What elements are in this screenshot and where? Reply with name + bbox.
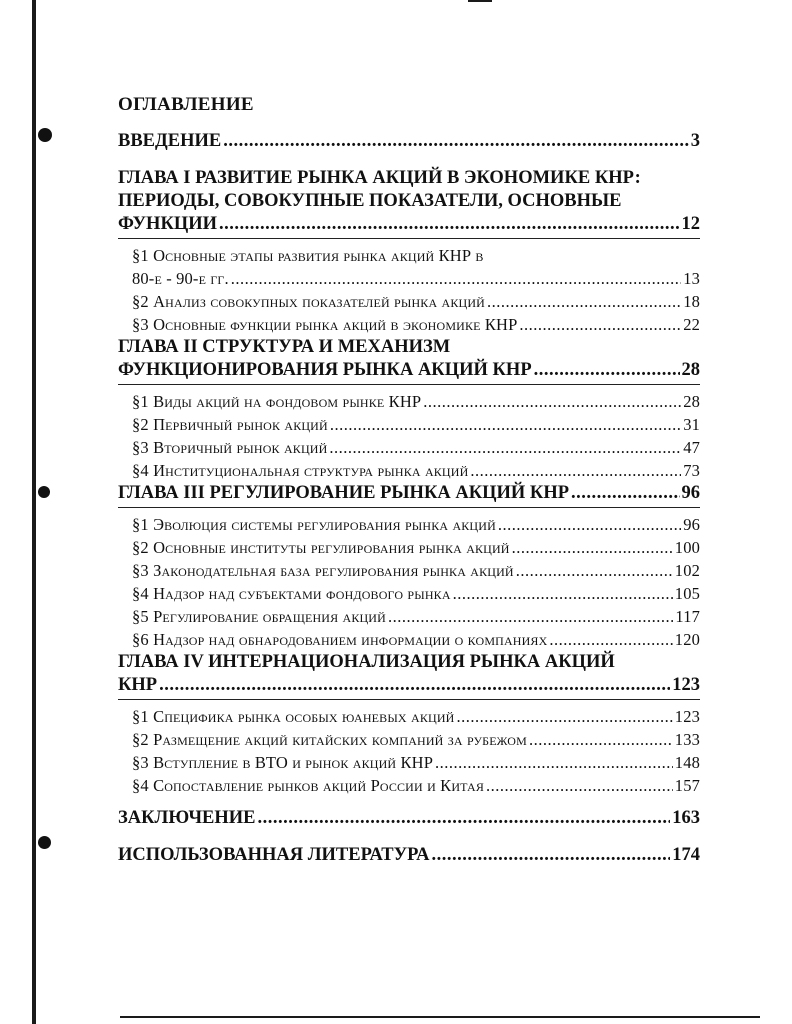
toc-section	[118, 290, 700, 313]
leader-dots	[456, 705, 672, 728]
section-page: 13	[683, 269, 700, 288]
leader-dots	[549, 628, 672, 651]
chapter-heading-line: ГЛАВА I РАЗВИТИЕ РЫНКА АКЦИЙ В ЭКОНОМИКЕ КНР:	[118, 168, 641, 188]
section-page: 123	[674, 707, 700, 726]
toc-chapter-3	[118, 482, 700, 508]
chapter-page: 28	[681, 360, 700, 380]
section-page: 96	[683, 515, 700, 534]
section-label: §5 Регулирование обращения акций	[132, 607, 386, 626]
toc-intro-label: ВВЕДЕНИЕ	[118, 131, 222, 151]
leader-dots	[330, 413, 681, 436]
toc-section	[118, 459, 700, 482]
toc-chapter-1	[118, 167, 700, 239]
toc-section	[118, 513, 700, 536]
chapter-label: ГЛАВА III РЕГУЛИРОВАНИЕ РЫНКА АКЦИЙ КНР	[118, 483, 570, 503]
leader-dots	[431, 844, 670, 867]
leader-dots	[571, 482, 679, 505]
toc-section	[118, 390, 700, 413]
section-label: §1 Эволюция системы регулирования рынка акций	[132, 515, 496, 534]
section-label: §2 Анализ совокупных показателей рынка акций	[132, 292, 485, 311]
chapter-label: ФУНКЦИИ	[118, 214, 218, 234]
toc-intro	[118, 130, 700, 153]
leader-dots	[435, 751, 673, 774]
section-label: §4 Сопоставление рынков акций России и Китая	[132, 776, 484, 795]
toc-section	[118, 774, 700, 797]
chapter-page: 123	[672, 675, 700, 695]
toc-literature	[118, 844, 700, 867]
toc-section	[118, 413, 700, 436]
section-page: 47	[683, 438, 700, 457]
leader-dots	[487, 290, 681, 313]
leader-dots	[519, 313, 681, 336]
leader-dots	[231, 267, 681, 290]
leader-dots	[423, 390, 681, 413]
leader-dots	[529, 728, 673, 751]
toc-literature-label: ИСПОЛЬЗОВАННАЯ ЛИТЕРАТУРА	[118, 845, 430, 865]
toc-section	[118, 705, 700, 728]
section-label: §3 Вступление в ВТО и рынок акций КНР	[132, 753, 434, 772]
toc-chapter-2	[118, 336, 700, 385]
section-label: 80-е - 90-е гг.	[132, 269, 229, 288]
chapter-heading-last	[118, 213, 700, 236]
chapter-4-sections	[118, 705, 700, 797]
toc-conclusion	[118, 807, 700, 830]
section-page: 100	[674, 538, 700, 557]
scan-top-line	[468, 0, 492, 2]
section-label: §6 Надзор над обнародованием информации о компаниях	[132, 630, 548, 649]
section-page: 133	[674, 730, 700, 749]
scan-punch-mark	[38, 836, 51, 849]
leader-dots	[516, 559, 673, 582]
leader-dots	[219, 213, 679, 236]
section-heading-line: §1 Основные этапы развития рынка акций КНР в	[132, 246, 484, 265]
section-label: §3 Законодательная база регулирования рынка акций	[132, 561, 514, 580]
scan-punch-mark	[38, 128, 52, 142]
section-page: 148	[674, 753, 700, 772]
toc-intro-page: 3	[690, 131, 700, 151]
leader-dots	[453, 582, 673, 605]
section-label: §1 Виды акций на фондовом рынке КНР	[132, 392, 422, 411]
toc-section	[118, 436, 700, 459]
chapter-heading-line: ГЛАВА II СТРУКТУРА И МЕХАНИЗМ	[118, 337, 451, 357]
section-label: §4 Институциональная структура рынка акций	[132, 461, 469, 480]
page-title: ОГЛАВЛЕНИЕ	[118, 94, 254, 115]
toc-section	[118, 628, 700, 651]
leader-dots	[223, 130, 689, 153]
toc-section	[118, 267, 700, 290]
section-page: 28	[683, 392, 700, 411]
section-page: 117	[675, 607, 700, 626]
leader-dots	[388, 605, 673, 628]
section-page: 31	[683, 415, 700, 434]
chapter-3-sections	[118, 513, 700, 651]
toc-section	[118, 536, 700, 559]
leader-dots	[512, 536, 673, 559]
toc-conclusion-page: 163	[672, 808, 700, 828]
section-page: 157	[674, 776, 700, 795]
section-page: 22	[683, 315, 700, 334]
scan-bottom-line	[120, 1016, 760, 1018]
chapter-heading-line: ГЛАВА IV ИНТЕРНАЦИОНАЛИЗАЦИЯ РЫНКА АКЦИЙ	[118, 652, 615, 672]
toc-section	[118, 582, 700, 605]
section-page: 120	[674, 630, 700, 649]
section-label: §2 Основные институты регулирования рынка акций	[132, 538, 510, 557]
chapter-heading-last	[118, 482, 700, 505]
section-page: 102	[674, 561, 700, 580]
section-page: 105	[674, 584, 700, 603]
section-label: §2 Размещение акций китайских компаний за рубежом	[132, 730, 527, 749]
section-label: §4 Надзор над субъектами фондового рынка	[132, 584, 451, 603]
section-page: 73	[683, 461, 700, 480]
leader-dots	[258, 807, 671, 830]
chapter-heading-last	[118, 674, 700, 697]
section-page: 18	[683, 292, 700, 311]
scan-edge-bar	[32, 0, 36, 1024]
toc-section	[118, 559, 700, 582]
chapter-heading-line: ПЕРИОДЫ, СОВОКУПНЫЕ ПОКАЗАТЕЛИ, ОСНОВНЫЕ	[118, 191, 622, 211]
section-label: §3 Вторичный рынок акций	[132, 438, 328, 457]
toc-chapter-4	[118, 651, 700, 700]
section-label: §3 Основные функции рынка акций в экономике КНР	[132, 315, 518, 334]
toc-literature-page: 174	[672, 845, 700, 865]
chapter-page: 96	[681, 483, 700, 503]
chapter-heading-last	[118, 359, 700, 382]
table-of-contents	[118, 130, 700, 867]
section-label: §2 Первичный рынок акций	[132, 415, 328, 434]
chapter-1-sections	[118, 244, 700, 336]
leader-dots	[534, 359, 680, 382]
leader-dots	[486, 774, 673, 797]
leader-dots	[159, 674, 670, 697]
leader-dots	[470, 459, 681, 482]
chapter-label: ФУНКЦИОНИРОВАНИЯ РЫНКА АКЦИЙ КНР	[118, 360, 532, 380]
scan-punch-mark	[38, 486, 50, 498]
leader-dots	[329, 436, 681, 459]
toc-section	[118, 728, 700, 751]
section-label: §1 Специфика рынка особых юаневых акций	[132, 707, 455, 726]
leader-dots	[498, 513, 681, 536]
chapter-page: 12	[681, 214, 700, 234]
toc-section	[118, 313, 700, 336]
chapter-2-sections	[118, 390, 700, 482]
toc-section	[118, 751, 700, 774]
toc-conclusion-label: ЗАКЛЮЧЕНИЕ	[118, 808, 256, 828]
chapter-label: КНР	[118, 675, 158, 695]
toc-section	[118, 605, 700, 628]
